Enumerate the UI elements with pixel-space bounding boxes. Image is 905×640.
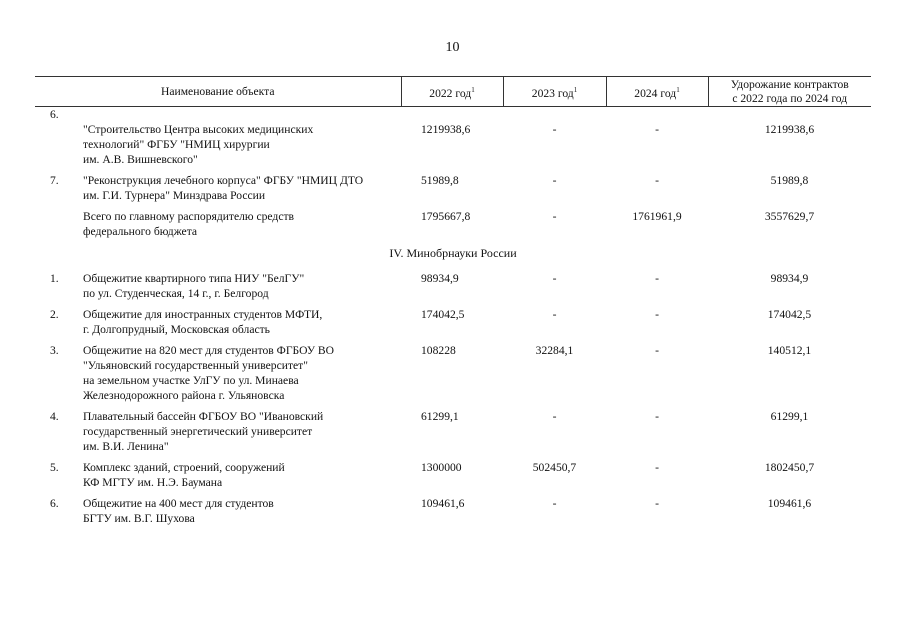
header-2022: 2022 год$^1$ xyxy=(401,77,503,107)
value-2024: - xyxy=(655,497,659,510)
table-row xyxy=(35,409,871,460)
value-2022: 98934,9 xyxy=(421,272,459,285)
table-header xyxy=(35,77,871,107)
object-name-cell xyxy=(35,460,401,496)
object-name-line: Общежитие для иностранных студентов МФТИ, xyxy=(83,308,323,321)
object-name-line: Комплекс зданий, строений, сооружений xyxy=(83,461,285,474)
value-2023: - xyxy=(552,308,557,321)
header-increase: Удорожание контрактов с 2022 года по 2024 год xyxy=(708,77,871,107)
table-row xyxy=(35,107,871,174)
object-name-line: им. В.И. Ленина" xyxy=(83,440,169,453)
footnote-mark: 1 xyxy=(471,85,475,94)
page-number: 10 xyxy=(445,40,460,55)
object-name-cell xyxy=(35,271,401,307)
object-name-line: КФ МГТУ им. Н.Э. Баумана xyxy=(83,476,223,489)
object-name-line: на земельном участке УлГУ по ул. Минаева xyxy=(83,374,299,387)
value-2024: - xyxy=(655,123,659,136)
value-2023: - xyxy=(552,272,557,285)
value-2022: 108228 xyxy=(421,344,456,357)
value-increase: 174042,5 xyxy=(767,308,812,321)
value-2022: 61299,1 xyxy=(421,410,459,423)
table-row xyxy=(35,173,871,209)
object-name-line: Общежитие на 820 мест для студентов ФГБОУ ВО xyxy=(83,344,335,357)
value-2024: - xyxy=(655,461,659,474)
section-title: IV. Минобрнауки России xyxy=(389,246,517,260)
value-2023: - xyxy=(552,123,557,136)
value-2023: - xyxy=(552,174,557,187)
row-number: 5. xyxy=(50,461,59,474)
value-2022: 1795667,8 xyxy=(421,210,471,223)
object-name-line: государственный энергетический университет xyxy=(83,425,313,438)
table-row xyxy=(35,496,871,532)
row-number: 3. xyxy=(50,344,59,357)
object-name-line: г. Долгопрудный, Московская область xyxy=(83,323,270,336)
value-2022: 109461,6 xyxy=(421,497,465,510)
value-increase: 1219938,6 xyxy=(764,123,815,136)
object-name-cell xyxy=(35,496,401,532)
object-name-line: БГТУ им. В.Г. Шухова xyxy=(83,512,195,525)
value-2022: 51989,8 xyxy=(421,174,459,187)
value-increase: 61299,1 xyxy=(770,410,809,423)
value-2024: - xyxy=(655,174,659,187)
object-name-line: Всего по главному распорядителю средств xyxy=(83,210,295,223)
table-body xyxy=(35,107,871,533)
value-2023: 32284,1 xyxy=(535,344,574,357)
footnote-mark: 1 xyxy=(573,85,578,94)
row-number: 7. xyxy=(50,174,59,187)
table-row xyxy=(35,343,871,409)
value-increase: 1802450,7 xyxy=(764,461,815,474)
section-row xyxy=(35,245,871,271)
object-name-cell xyxy=(35,173,401,209)
object-name-line: по ул. Студенческая, 14 г., г. Белгород xyxy=(83,287,269,300)
value-2024: - xyxy=(655,344,659,357)
object-name-cell xyxy=(35,307,401,343)
object-name-line: "Ульяновский государственный университет" xyxy=(83,359,308,372)
value-2023: - xyxy=(552,410,557,423)
value-increase: 3557629,7 xyxy=(764,210,815,223)
value-increase: 51989,8 xyxy=(770,174,809,187)
object-name-line: Железнодорожного района г. Ульяновска xyxy=(83,389,285,402)
object-name-line: "Реконструкция лечебного корпуса" ФГБУ "НМИЦ ДТО xyxy=(83,174,364,187)
value-2022: 1219938,6 xyxy=(421,123,471,136)
header-2023: 2023 год$^1$ xyxy=(503,77,606,107)
table-row xyxy=(35,460,871,496)
value-2024: - xyxy=(655,410,659,423)
object-name-line: Общежитие квартирного типа НИУ "БелГУ" xyxy=(83,272,305,285)
value-2024: - xyxy=(655,308,659,321)
object-name-line: Плавательный бассейн ФГБОУ ВО "Ивановский xyxy=(83,410,324,423)
object-name-cell xyxy=(35,343,401,409)
row-number: 4. xyxy=(50,410,59,423)
value-increase: 109461,6 xyxy=(767,497,812,510)
header-2024: 2024 год$^1$ xyxy=(606,77,708,107)
value-2024: - xyxy=(655,272,659,285)
value-2022: 174042,5 xyxy=(421,308,465,321)
table-row xyxy=(35,271,871,307)
value-2023: - xyxy=(552,210,557,223)
row-number: 1. xyxy=(50,272,59,285)
object-name-line: им. А.В. Вишневского" xyxy=(83,153,198,166)
object-name-cell xyxy=(35,107,401,174)
value-2022: 1300000 xyxy=(421,461,462,474)
value-2023: 502450,7 xyxy=(532,461,577,474)
footnote-mark: 1 xyxy=(676,85,680,94)
object-name-line: им. Г.И. Турнера" Минздрава России xyxy=(83,189,266,202)
value-increase: 140512,1 xyxy=(767,344,812,357)
cost-table xyxy=(35,76,871,532)
object-name-line: федерального бюджета xyxy=(83,225,198,238)
object-name-line: Общежитие на 400 мест для студентов xyxy=(83,497,274,510)
header-name: Наименование объекта xyxy=(35,77,401,107)
row-number: 6. xyxy=(50,108,59,121)
object-name-cell xyxy=(35,409,401,460)
value-2023: - xyxy=(552,497,557,510)
table-row xyxy=(35,307,871,343)
row-number: 2. xyxy=(50,308,59,321)
object-name-line: "Строительство Центра высоких медицинских xyxy=(83,123,314,136)
object-name-cell xyxy=(35,209,401,245)
row-number: 6. xyxy=(50,497,59,510)
value-increase: 98934,9 xyxy=(770,272,809,285)
value-2024: 1761961,9 xyxy=(632,210,682,223)
object-name-line: технологий" ФГБУ "НМИЦ хирургии xyxy=(83,138,270,151)
table-row xyxy=(35,209,871,245)
